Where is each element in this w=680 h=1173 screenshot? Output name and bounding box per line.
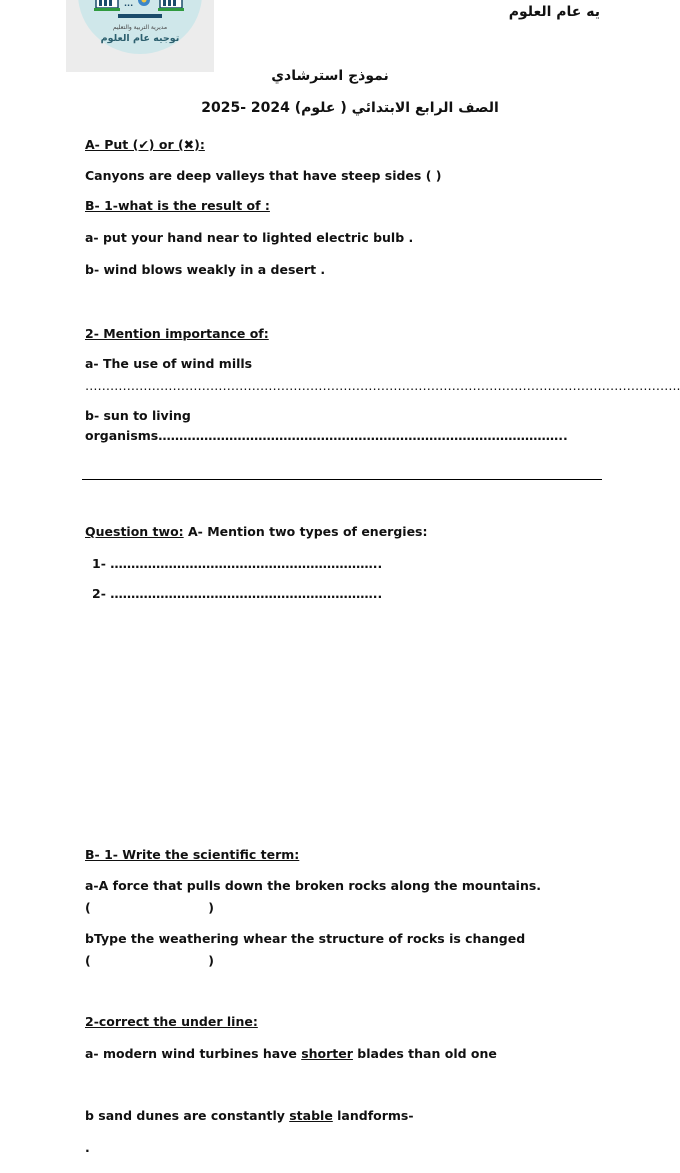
sci-term-a-blank: ( )	[85, 900, 214, 915]
correct-a	[85, 1046, 497, 1061]
sci-term-a: a-A force that pulls down the broken rocks along the mountains.	[85, 878, 542, 893]
question-b-b: b- wind blows weakly in a desert .	[85, 262, 326, 277]
energy-item-2: 2- ………………………………………………………..	[92, 586, 383, 601]
mention-b-line1: b- sun to living	[85, 408, 191, 423]
mention-b-line2: organisms……………………………………………………………………………………..	[85, 428, 568, 443]
grade-line: الصف الرابع الابتدائي ( علوم) 2024 -2025	[201, 100, 499, 116]
question-two-label: Question two:	[85, 524, 184, 539]
correct-b-text-end: landforms-	[332, 1108, 414, 1123]
trailing-dot: .	[85, 1140, 90, 1155]
logo-small-text: مديرية التربية والتعليم	[112, 24, 168, 31]
correct-b-text-start: b sand dunes are constantly	[85, 1108, 290, 1123]
question-canyons: Canyons are deep valleys that have steep sides ( )	[85, 168, 442, 183]
svg-text:...: ...	[124, 0, 134, 8]
correct-a-text-end: blades than old one	[352, 1046, 497, 1061]
model-title: نموذج استرشادي	[271, 68, 389, 84]
correct-heading: 2-correct the under line:	[85, 1014, 258, 1029]
mention-a: a- The use of wind mills	[85, 356, 253, 371]
section-divider	[82, 479, 602, 480]
correct-b	[85, 1108, 414, 1123]
logo	[66, 0, 214, 72]
energy-item-1: 1- ………………………………………………………..	[92, 556, 383, 571]
correct-a-underlined-word: shorter	[301, 1046, 353, 1061]
question-b-a: a- put your hand near to lighted electric bulb .	[85, 230, 414, 245]
correct-b-underlined-word: stable	[289, 1108, 333, 1123]
mention-heading: 2- Mention importance of:	[85, 326, 269, 341]
section-b-heading: B- 1-what is the result of :	[85, 198, 270, 213]
logo-building-icon	[88, 0, 192, 20]
sci-term-heading: B- 1- Write the scientific term:	[85, 847, 300, 862]
sci-term-b: bType the weathering whear the structure of rocks is changed	[85, 931, 526, 946]
mention-a-answer-dots: ……………………………………………………………………………………………………………………………..	[85, 378, 680, 393]
question-two-title: A- Mention two types of energies:	[183, 524, 428, 539]
sci-term-b-blank: ( )	[85, 953, 214, 968]
header-corner-text: يه عام العلوم	[508, 4, 600, 20]
section-a-heading: A- Put (✔) or (✖):	[85, 137, 205, 152]
correct-a-text-start: a- modern wind turbines have	[85, 1046, 302, 1061]
logo-title-text: توجيه عام العلوم	[100, 33, 180, 44]
question-two-heading	[85, 524, 428, 539]
